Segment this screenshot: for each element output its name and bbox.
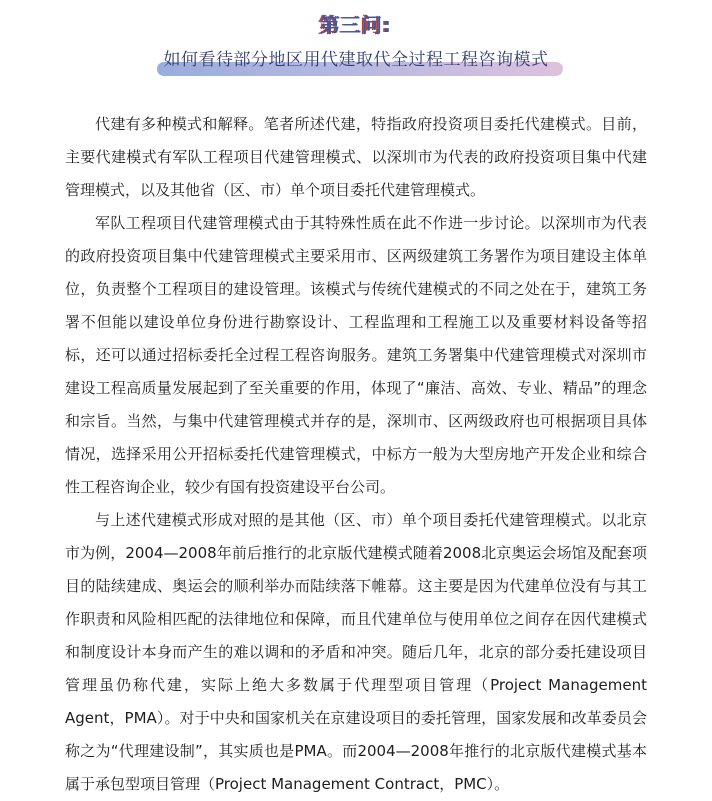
article-body: [65, 108, 647, 801]
paragraph-1: 代建有多种模式和解释。笔者所述代建，特指政府投资项目委托代建模式。目前，主要代建模式有军队工程项目代建管理模式、以深圳市为代表的政府投资项目集中代建管理模式，以及其他省（区、市）单个项目委托代建管理模式。: [65, 115, 647, 199]
page-title: 第三问:: [320, 13, 392, 37]
subtitle-row: [0, 49, 712, 71]
paragraph-2: 军队工程项目代建管理模式由于其特殊性质在此不作进一步讨论。以深圳市为代表的政府投资项目集中代建管理模式主要采用市、区两级建筑工务署作为项目建设主体单位，负责整个工程项目的建设管理。该模式与传统代建模式的不同之处在于，建筑工务署不但能以建设单位身份进行勘察设计、工程监理和工程施工以及重要材料设备等招标，还可以通过招标委托全过程工程咨询服务。建筑工务署集中代建管理模式对深圳市建设工程高质量发展起到了至关重要的作用，体现了“廉洁、高效、专业、精品”的理念和宗旨。当然，与集中代建管理模式并存的是，深圳市、区两级政府也可根据项目具体情况，选择采用公开招标委托代建管理模式，中标方一般为大型房地产开发企业和综合性工程咨询企业，较少有国有投资建设平台公司。: [65, 214, 647, 496]
paragraph-3: 与上述代建模式形成对照的是其他（区、市）单个项目委托代建管理模式。以北京市为例，2004—2008年前后推行的北京版代建模式随着2008北京奥运会场馆及配套项目的陆续建成、奥运会的顺利举办而陆续落下帷幕。这主要是因为代建单位没有与其工作职责和风险相匹配的法律地位和保障，而且代建单位与使用单位之间存在因代建模式和制度设计本身而产生的难以调和的矛盾和冲突。随后几年，北京的部分委托建设项目管理虽仍称代建，实际上绝大多数属于代理型项目管理（Project Management Agent，PMA）。对于中央和国家机关在京建设项目的委托管理，国家发展和改革委员会称之为“代理建设制”，其实质也是PMA。而2004—2008年推行的北京版代建模式基本属于承包型项目管理（Project Management Contract，PMC）。: [65, 511, 647, 793]
page-subtitle-highlighted: 如何看待部分地区用代建取代全过程工程咨询模式: [163, 50, 549, 70]
